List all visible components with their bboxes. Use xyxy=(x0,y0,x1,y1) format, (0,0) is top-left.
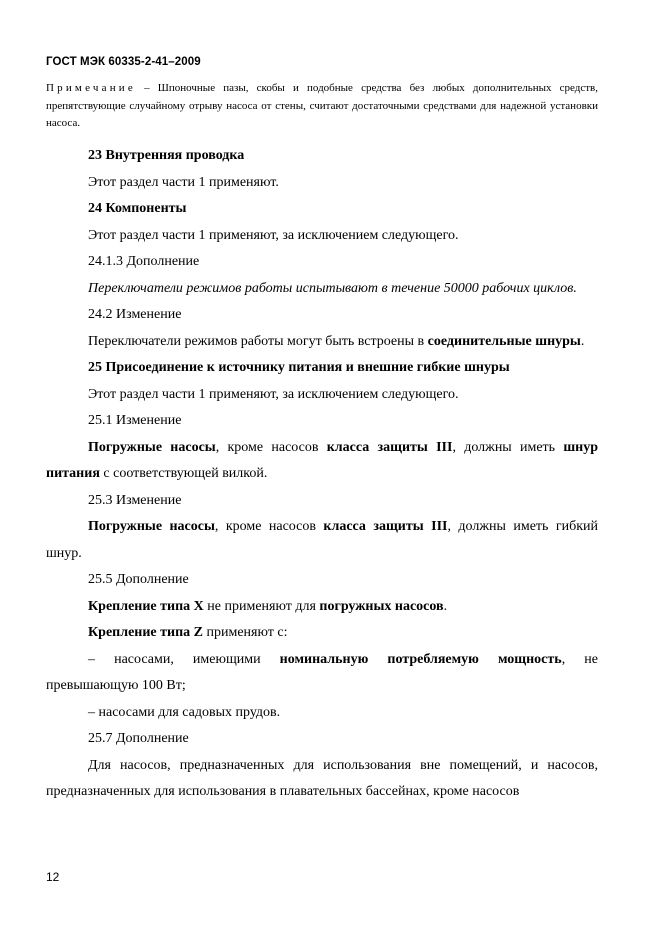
term-submersible-pumps: Погружные насосы xyxy=(88,519,215,534)
document-body xyxy=(46,143,598,806)
clause-25-1-heading: 25.1 Изменение xyxy=(88,413,182,428)
text-run: – насосами, имеющими xyxy=(88,651,280,667)
text-run: , кроме насосов xyxy=(214,519,324,534)
note-text: – Шпоночные пазы, скобы и подобные средства без любых дополнительных средств, препятствующие случайному отрыву насоса от стены, считают достаточными средствами для надежной установки насоса. xyxy=(46,82,598,129)
list-item: – насосами для садовых прудов. xyxy=(88,704,281,720)
section-25-title: 25 Присоединение к источнику питания и внешние гибкие шнуры xyxy=(88,360,510,375)
clause-25-7-heading: 25.7 Дополнение xyxy=(88,731,189,746)
clause-24-1-3-text: Переключатели режимов работы испытывают в течение 50000 рабочих циклов. xyxy=(88,280,577,296)
section-23-text: Этот раздел части 1 применяют. xyxy=(88,174,279,190)
clause-25-5-heading: 25.5 Дополнение xyxy=(88,572,189,587)
term-type-z: Крепление типа Z xyxy=(88,625,203,640)
note-label: Примечание xyxy=(46,82,136,94)
section-25-text: Этот раздел части 1 применяют, за исключением следующего. xyxy=(88,386,459,402)
term-rated-power-input: номинальную потребляемую мощность xyxy=(279,651,562,667)
term-submersible-pumps: Погружные насосы xyxy=(88,439,216,455)
term-supply-cord: шнур питания xyxy=(46,439,598,481)
text-run: с соответствующей вилкой. xyxy=(99,466,268,481)
clause-24-2-heading: 24.2 Изменение xyxy=(88,307,182,322)
term-class-iii: класса защиты III xyxy=(323,519,448,534)
section-24-title: 24 Компоненты xyxy=(88,201,187,216)
clause-24-2-text xyxy=(46,329,598,356)
section-23-title: 23 Внутренняя проводка xyxy=(88,148,245,163)
term-cords: соединительные шнуры xyxy=(427,333,581,349)
section-24-text: Этот раздел части 1 применяют, за исключением следующего. xyxy=(88,227,459,243)
note-paragraph xyxy=(46,80,598,133)
text-run: Переключатели режимов работы могут быть встроены в xyxy=(88,333,428,349)
list-item xyxy=(46,647,598,700)
text-run: . xyxy=(443,598,448,614)
clause-25-3-heading: 25.3 Изменение xyxy=(88,492,182,508)
text-run: , должны иметь гибкий шнур. xyxy=(46,519,598,561)
standard-header: ГОСТ МЭК 60335-2-41–2009 xyxy=(46,56,201,68)
term-submersible-pumps: погружных насосов xyxy=(319,598,444,614)
text-run: , должны иметь xyxy=(452,439,564,455)
text-run: , кроме насосов xyxy=(215,439,327,455)
text-run: не применяют для xyxy=(203,598,320,614)
clause-25-7-text: Для насосов, предназначенных для использования вне помещений, и насосов, предназначенных для использования в плавательных бассейнах, кроме насосов xyxy=(46,757,598,799)
clause-24-1-3-heading: 24.1.3 Дополнение xyxy=(88,254,200,269)
text-run: применяют с: xyxy=(202,625,288,640)
clause-25-3-text xyxy=(46,514,598,567)
term-type-x: Крепление типа X xyxy=(88,598,204,614)
clause-25-5-type-x xyxy=(46,594,598,621)
text-run: . xyxy=(580,333,585,349)
clause-25-5-type-z xyxy=(46,620,598,647)
term-class-iii: класса защиты III xyxy=(326,439,453,455)
text-run: , не превышающую 100 Вт; xyxy=(46,651,598,693)
page-number: 12 xyxy=(46,870,60,884)
clause-25-1-text xyxy=(46,435,598,488)
